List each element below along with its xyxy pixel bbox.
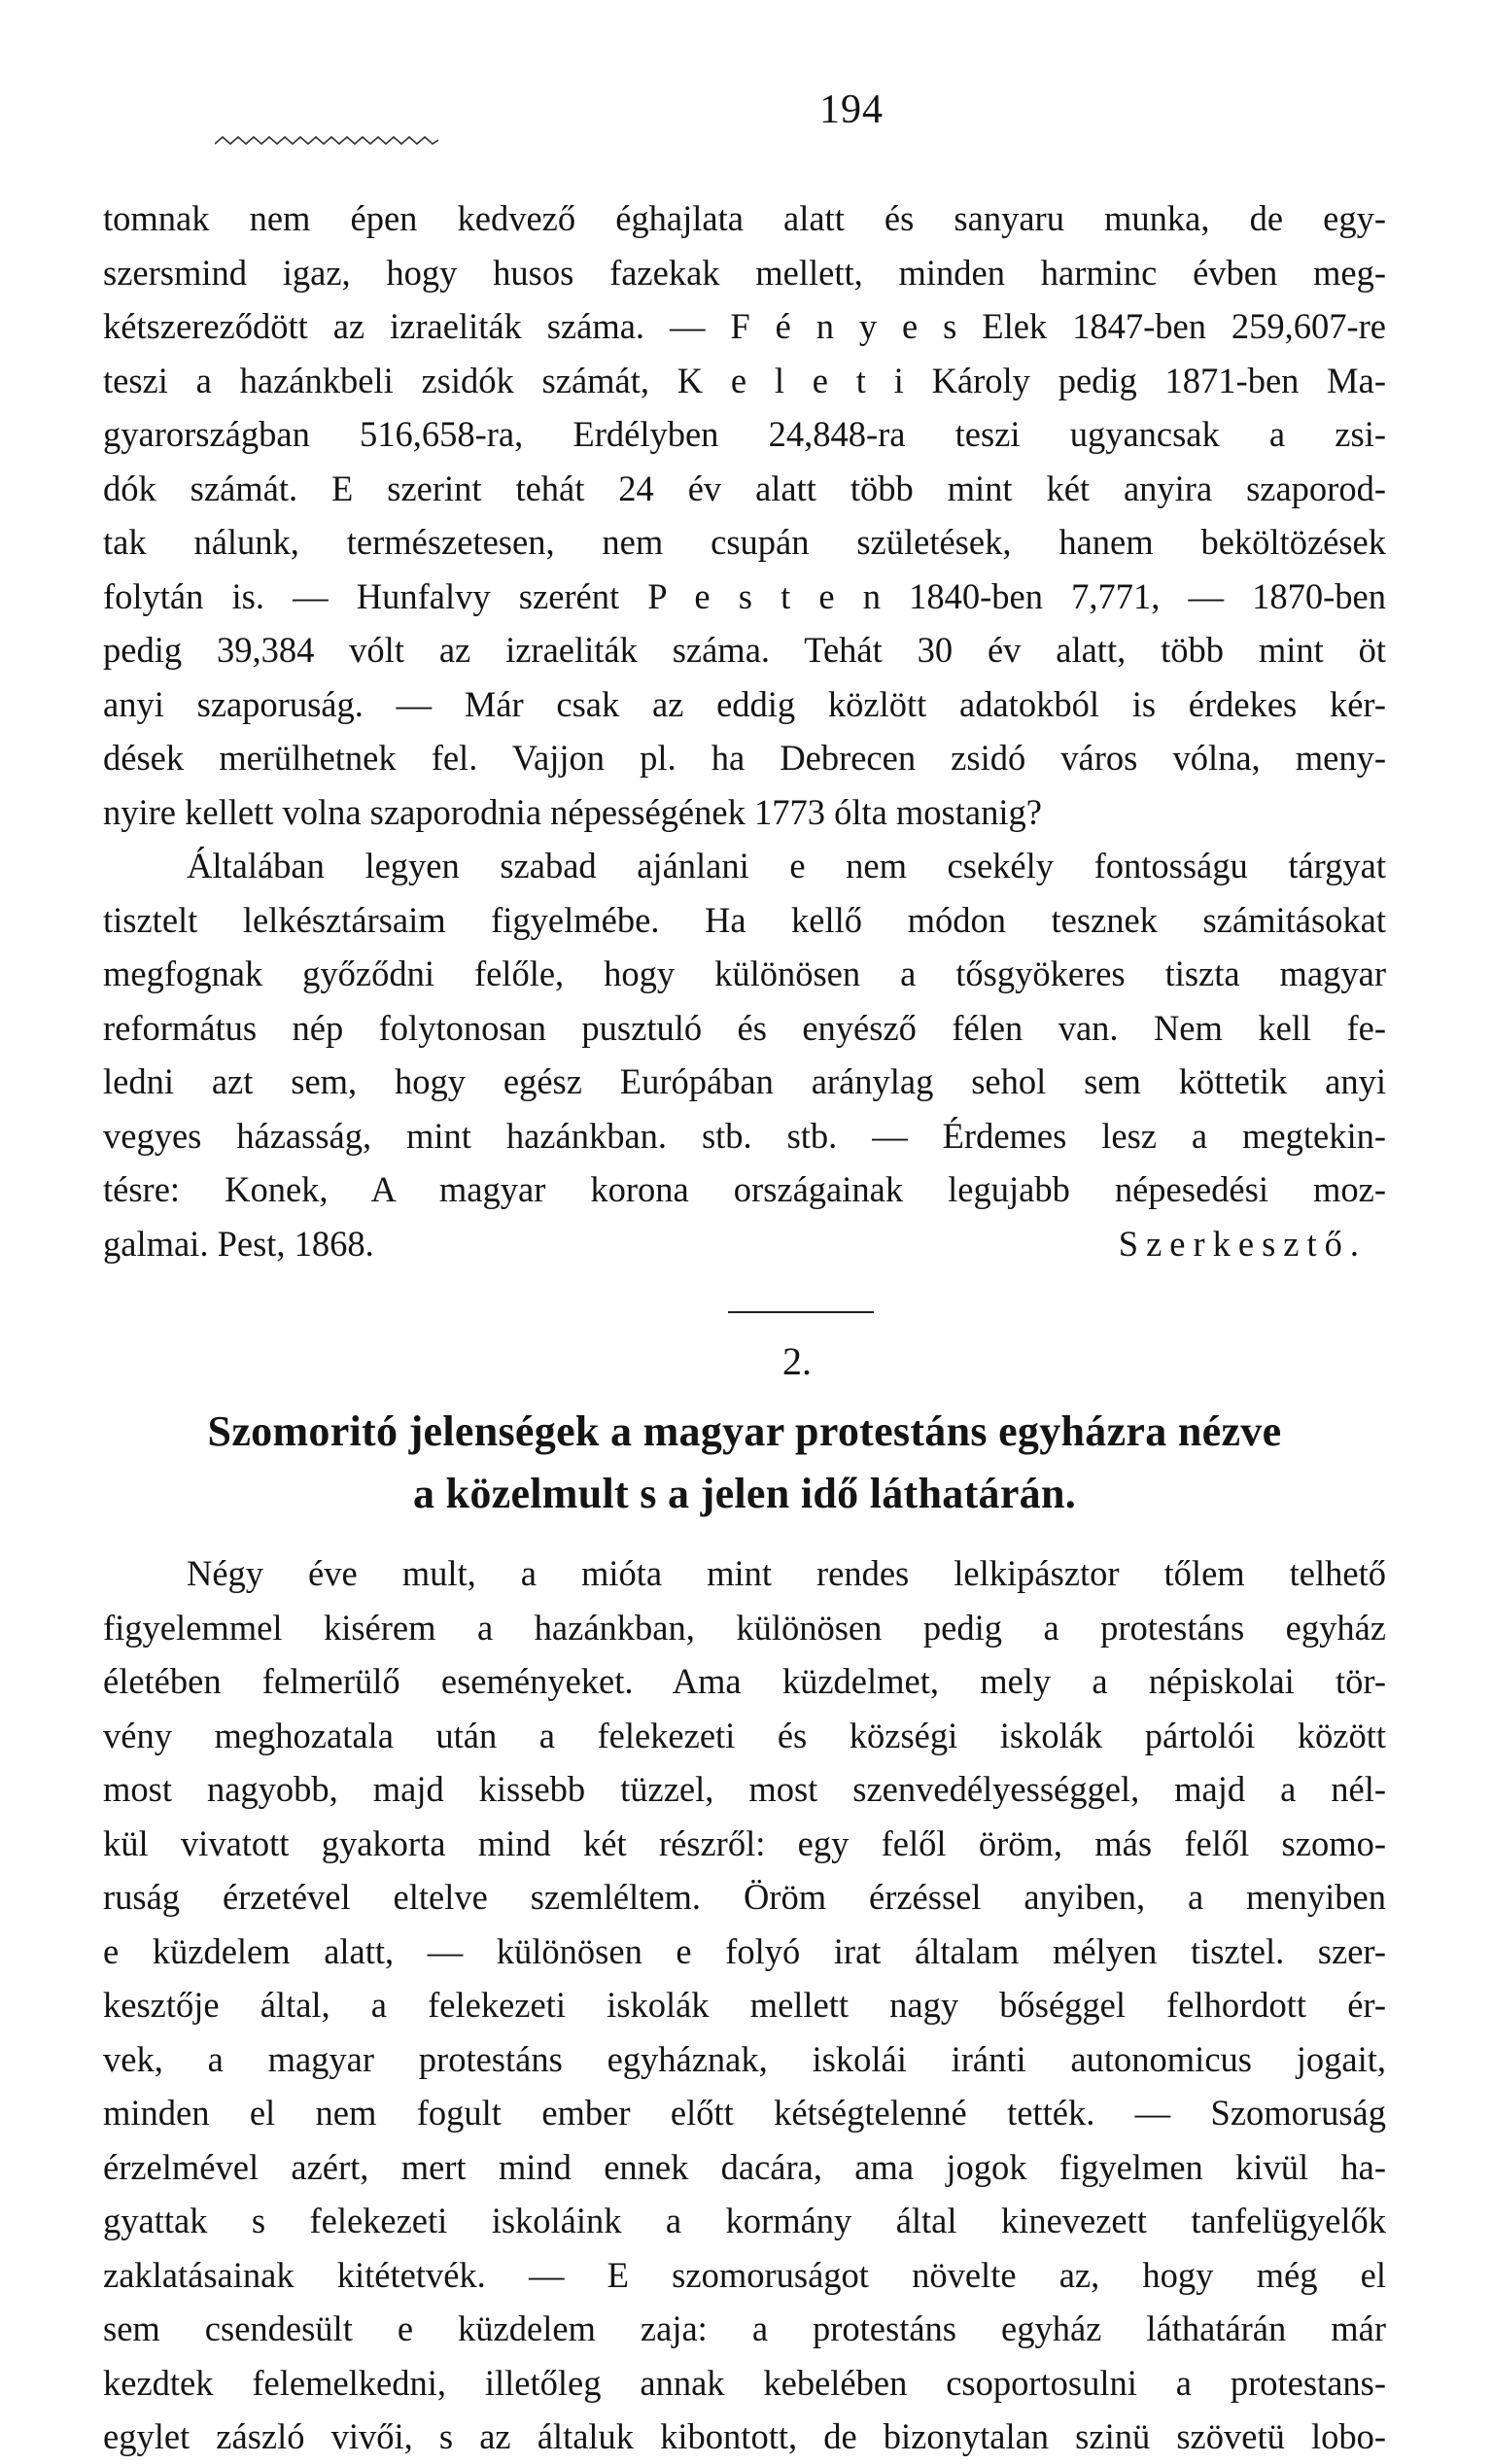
text-line: vek, a magyar protestáns egyháznak, iskolái iránti autonomicus jogait, (103, 2038, 1386, 2079)
text-line: minden el nem fogult ember előtt kétségtelenné tették. — Szomoruság (103, 2093, 1386, 2133)
text-line: kezdtek felemelkedni, illetőleg annak kebelében csoportosulni a protestans- (103, 2362, 1386, 2403)
text-line: e küzdelem alatt, — különösen e folyó irat általam mélyen tisztel. szer- (103, 1930, 1386, 1971)
ornament-underline (215, 134, 438, 148)
paragraph-population-figures (103, 191, 1386, 839)
text-line: gyarországban 516,658-ra, Erdélyben 24,848-ra teszi ugyancsak a zsi- (103, 414, 1386, 454)
section-title (103, 1401, 1386, 1525)
text-line: teszi a hazánkbeli zsidók számát, K e l e t i Károly pedig 1871-ben Ma- (103, 360, 1386, 400)
text-line: figyelemmel kisérem a hazánkban, különösen pedig a protestáns egyház (103, 1607, 1386, 1648)
editor-signature: Szerkesztő. (1118, 1223, 1367, 1264)
text-line: vény meghozatala után a felekezeti és községi iskolák pártolói között (103, 1715, 1386, 1755)
paragraph-section-body (103, 1546, 1386, 2464)
text-line: ledni azt sem, hogy egész Európában aránylag sehol sem köttetik anyi (103, 1061, 1386, 1101)
text-line: ruság érzetével eltelve szemléltem. Öröm érzéssel anyiben, a menyiben (103, 1877, 1386, 1917)
text-line: tisztelt lelkésztársaim figyelmébe. Ha kellő módon tesznek számitásokat (103, 899, 1386, 940)
section-number: 2. (782, 1339, 812, 1383)
text-line: zaklatásainak kitétetvék. — E szomoruságot növelte az, hogy még el (103, 2254, 1386, 2295)
text-line: életében felmerülő eseményeket. Ama küzdelmet, mely a népiskolai tör- (103, 1661, 1386, 1701)
text-line: szersmind igaz, hogy husos fazekak mellett, minden harminc évben meg- (103, 252, 1386, 293)
text-line: kül vivatott gyakorta mind két részről: egy felől öröm, más felől szomo- (103, 1822, 1386, 1863)
closing-line (103, 1217, 1386, 1271)
text-line: érzelmével azért, mert mind ennek dacára, ama jogok figyelmen kivül ha- (103, 2146, 1386, 2187)
text-line: kesztője által, a felekezeti iskolák mellett nagy bőséggel felhordott ér- (103, 1985, 1386, 2025)
text-line: Négy éve mult, a mióta mint rendes lelkipásztor tőlem telhető (187, 1553, 1386, 1593)
text-line: sem csendesült e küzdelem zaja: a protestáns egyház láthatárán már (103, 2308, 1386, 2348)
closing-text: galmai. Pest, 1868. (103, 1223, 374, 1264)
text-line: most nagyobb, majd kissebb tüzzel, most szenvedélyességgel, majd a nél- (103, 1769, 1386, 1809)
text-line: tomnak nem épen kedvező éghajlata alatt és sanyaru munka, de egy- (103, 198, 1386, 238)
text-line: tak nálunk, természetesen, nem csupán születések, hanem beköltözések (103, 522, 1386, 562)
text-line: vegyes házasság, mint hazánkban. stb. stb. — Érdemes lesz a megtekin- (103, 1115, 1386, 1156)
section-title-line: Szomoritó jelenségek a magyar protestáns egyházra nézve (207, 1407, 1282, 1455)
section-title-line: a közelmult s a jelen idő láthatárán. (412, 1470, 1077, 1517)
text-line: gyattak s felekezeti iskoláink a kormány által kinevezett tanfelügyelők (103, 2201, 1386, 2240)
section-divider (728, 1311, 874, 1313)
text-line: egylet zászló vivői, s az általuk kibontott, de bizonytalan szinü szövetü lobo- (103, 2416, 1386, 2456)
paragraph-recommendation (103, 839, 1386, 1270)
text-line: anyi szaporuság. — Már csak az eddig közlött adatokból is érdekes kér- (103, 683, 1386, 724)
text-line: dók számát. E szerint tehát 24 év alatt több mint két anyira szaporod- (103, 468, 1386, 508)
text-line: kétszereződött az izraeliták száma. — F é n y e s Elek 1847-ben 259,607-re (103, 306, 1386, 346)
text-line: Általában legyen szabad ajánlani e nem csekély fontosságu tárgyat (187, 846, 1386, 885)
text-line: tésre: Konek, A magyar korona országainak legujabb népesedési moz- (103, 1169, 1386, 1209)
text-line: megfognak győződni felőle, hogy különösen a tősgyökeres tiszta magyar (103, 954, 1386, 993)
book-page (103, 86, 1386, 2464)
text-line: folytán is. — Hunfalvy szerént P e s t e n 1840-ben 7,771, — 1870-ben (103, 575, 1386, 616)
text-line: dések merülhetnek fel. Vajjon pl. ha Debrecen zsidó város vólna, meny- (103, 738, 1386, 778)
text-line: nyire kellett volna szaporodnia népességének 1773 ólta mostanig? (103, 791, 1042, 832)
page-number: 194 (819, 87, 884, 132)
text-line: református nép folytonosan pusztuló és enyésző félen van. Nem kell fe- (103, 1007, 1386, 1048)
text-line: pedig 39,384 vólt az izraeliták száma. Tehát 30 év alatt, több mint öt (103, 630, 1386, 670)
